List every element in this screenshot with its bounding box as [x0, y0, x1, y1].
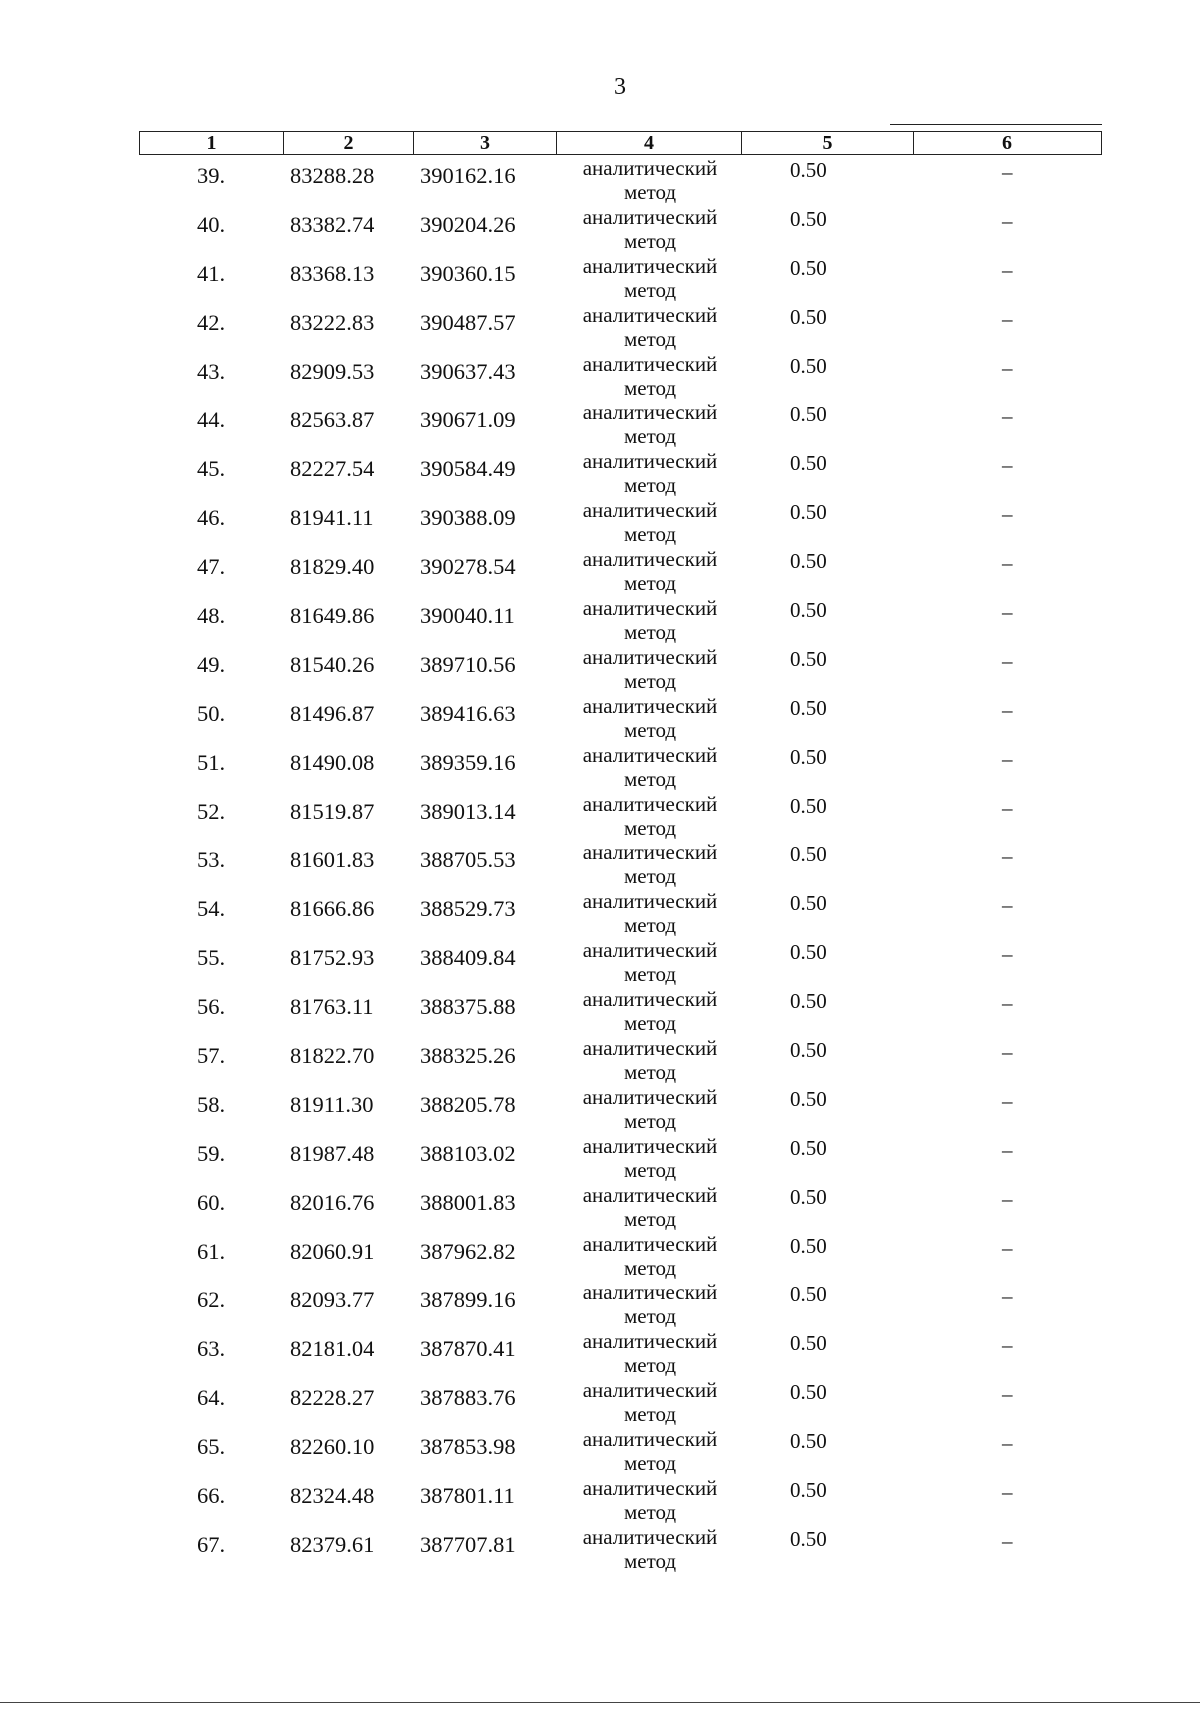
- table-row: [0, 205, 1200, 254]
- note: –: [1002, 1382, 1013, 1407]
- method: аналитический метод: [582, 1182, 718, 1231]
- note: –: [1002, 1480, 1013, 1505]
- accuracy: 0.50: [790, 1478, 827, 1503]
- coord-x: 81941.11: [290, 505, 374, 531]
- coord-x: 83288.28: [290, 163, 375, 188]
- coord-x: 81987.48: [290, 1140, 375, 1166]
- coord-x: 81763.11: [290, 994, 374, 1020]
- table-row: [0, 1525, 1200, 1574]
- row-number: 63.: [196, 1336, 226, 1362]
- coord-x: 82909.53: [290, 358, 375, 384]
- accuracy: 0.50: [790, 842, 827, 867]
- table-row: [0, 1280, 1200, 1329]
- row-number: 50.: [196, 700, 226, 726]
- note: –: [1002, 893, 1013, 918]
- method: аналитический метод: [582, 302, 718, 351]
- note: –: [1002, 404, 1013, 429]
- coord-y: 389416.63: [420, 700, 516, 726]
- table-row: [0, 1427, 1200, 1476]
- coord-y: 388529.73: [420, 896, 516, 922]
- method: аналитический метод: [582, 840, 718, 889]
- coord-y: 390162.16: [420, 163, 516, 188]
- coord-x: 83368.13: [290, 260, 375, 286]
- method: аналитический метод: [582, 644, 718, 693]
- coord-y: 389013.14: [420, 798, 516, 824]
- table-row: [0, 889, 1200, 938]
- accuracy: 0.50: [790, 598, 827, 623]
- accuracy: 0.50: [790, 255, 827, 280]
- note: –: [1002, 1186, 1013, 1211]
- table-row: [0, 254, 1200, 303]
- note: –: [1002, 1333, 1013, 1358]
- row-number: 56.: [196, 994, 226, 1020]
- accuracy: 0.50: [790, 1184, 827, 1209]
- accuracy: 0.50: [790, 940, 827, 965]
- method: аналитический метод: [582, 1280, 718, 1329]
- coord-x: 82016.76: [290, 1189, 375, 1215]
- note: –: [1002, 1040, 1013, 1065]
- coord-x: 81822.70: [290, 1043, 375, 1069]
- coord-y: 387801.11: [420, 1483, 515, 1509]
- table-row: [0, 1183, 1200, 1232]
- method: аналитический метод: [582, 1036, 718, 1085]
- method: аналитический метод: [582, 449, 718, 498]
- note: –: [1002, 306, 1013, 331]
- header-col-2: 2: [284, 132, 414, 154]
- header-col-5: 5: [742, 132, 914, 154]
- coord-x: 82093.77: [290, 1287, 375, 1313]
- row-number: 67.: [196, 1531, 226, 1557]
- method: аналитический метод: [582, 791, 718, 840]
- accuracy: 0.50: [790, 549, 827, 574]
- accuracy: 0.50: [790, 695, 827, 720]
- method: аналитический метод: [582, 1427, 718, 1476]
- note: –: [1002, 795, 1013, 820]
- note: –: [1002, 502, 1013, 527]
- row-number: 41.: [196, 260, 226, 286]
- coord-x: 81829.40: [290, 554, 375, 580]
- table-row: [0, 498, 1200, 547]
- coord-y: 388205.78: [420, 1091, 516, 1117]
- row-number: 45.: [196, 456, 226, 482]
- method: аналитический метод: [582, 351, 718, 400]
- coord-x: 83382.74: [290, 211, 375, 237]
- accuracy: 0.50: [790, 1331, 827, 1356]
- coord-y: 390671.09: [420, 407, 516, 433]
- coord-y: 388325.26: [420, 1043, 516, 1069]
- table-row: [0, 1232, 1200, 1281]
- note: –: [1002, 551, 1013, 576]
- coord-x: 82324.48: [290, 1483, 375, 1509]
- note: –: [1002, 160, 1013, 184]
- row-number: 54.: [196, 896, 226, 922]
- accuracy: 0.50: [790, 1429, 827, 1454]
- coord-y: 388103.02: [420, 1140, 516, 1166]
- method: аналитический метод: [582, 1133, 718, 1182]
- header-top-rule: [890, 124, 1102, 125]
- row-number: 51.: [196, 749, 226, 775]
- table-row: [0, 645, 1200, 694]
- row-number: 55.: [196, 945, 226, 971]
- table-row: [0, 596, 1200, 645]
- table-body: [0, 156, 1200, 1574]
- row-number: 65.: [196, 1434, 226, 1460]
- coord-y: 390584.49: [420, 456, 516, 482]
- note: –: [1002, 746, 1013, 771]
- coord-y: 387899.16: [420, 1287, 516, 1313]
- method: аналитический метод: [582, 1378, 718, 1427]
- method: аналитический метод: [582, 742, 718, 791]
- accuracy: 0.50: [790, 402, 827, 427]
- coord-y: 387962.82: [420, 1238, 516, 1264]
- table-header: [139, 131, 1102, 155]
- method: аналитический метод: [582, 253, 718, 302]
- page-number: 3: [614, 74, 626, 100]
- coord-y: 390388.09: [420, 505, 516, 531]
- row-number: 52.: [196, 798, 226, 824]
- coord-y: 390040.11: [420, 603, 515, 629]
- accuracy: 0.50: [790, 793, 827, 818]
- row-number: 40.: [196, 211, 226, 237]
- table-row: [0, 156, 1200, 205]
- accuracy: 0.50: [790, 158, 827, 182]
- coord-y: 390204.26: [420, 211, 516, 237]
- accuracy: 0.50: [790, 989, 827, 1014]
- accuracy: 0.50: [790, 451, 827, 476]
- coord-y: 387883.76: [420, 1385, 516, 1411]
- table-row: [0, 694, 1200, 743]
- row-number: 47.: [196, 554, 226, 580]
- note: –: [1002, 648, 1013, 673]
- coord-x: 82227.54: [290, 456, 375, 482]
- method: аналитический метод: [582, 547, 718, 596]
- accuracy: 0.50: [790, 353, 827, 378]
- coord-x: 82228.27: [290, 1385, 375, 1411]
- coord-y: 388409.84: [420, 945, 516, 971]
- coord-x: 82181.04: [290, 1336, 375, 1362]
- coord-y: 390637.43: [420, 358, 516, 384]
- accuracy: 0.50: [790, 1086, 827, 1111]
- coord-x: 81911.30: [290, 1091, 374, 1117]
- note: –: [1002, 453, 1013, 478]
- header-col-6: 6: [1002, 132, 1012, 154]
- table-row: [0, 792, 1200, 841]
- coord-y: 387870.41: [420, 1336, 516, 1362]
- method: аналитический метод: [582, 1524, 718, 1573]
- table-row: [0, 938, 1200, 987]
- table-row: [0, 449, 1200, 498]
- note: –: [1002, 1137, 1013, 1162]
- accuracy: 0.50: [790, 744, 827, 769]
- table-row: [0, 987, 1200, 1036]
- table-row: [0, 352, 1200, 401]
- row-number: 43.: [196, 358, 226, 384]
- accuracy: 0.50: [790, 500, 827, 525]
- coord-x: 82563.87: [290, 407, 375, 433]
- row-number: 60.: [196, 1189, 226, 1215]
- method: аналитический метод: [582, 1476, 718, 1525]
- accuracy: 0.50: [790, 1380, 827, 1405]
- table-row: [0, 840, 1200, 889]
- row-number: 58.: [196, 1091, 226, 1117]
- row-number: 57.: [196, 1043, 226, 1069]
- coord-x: 81752.93: [290, 945, 375, 971]
- coord-x: 81519.87: [290, 798, 375, 824]
- coord-y: 388001.83: [420, 1189, 516, 1215]
- coord-y: 389359.16: [420, 749, 516, 775]
- coord-x: 83222.83: [290, 309, 375, 335]
- table-row: [0, 547, 1200, 596]
- coord-y: 390278.54: [420, 554, 516, 580]
- table-row: [0, 1329, 1200, 1378]
- note: –: [1002, 1088, 1013, 1113]
- method: аналитический метод: [582, 1231, 718, 1280]
- accuracy: 0.50: [790, 206, 827, 231]
- table-row: [0, 1476, 1200, 1525]
- note: –: [1002, 208, 1013, 233]
- coord-x: 81496.87: [290, 700, 375, 726]
- accuracy: 0.50: [790, 1526, 827, 1551]
- method: аналитический метод: [582, 889, 718, 938]
- table-row: [0, 400, 1200, 449]
- accuracy: 0.50: [790, 1135, 827, 1160]
- row-number: 61.: [196, 1238, 226, 1264]
- row-number: 66.: [196, 1483, 226, 1509]
- method: аналитический метод: [582, 596, 718, 645]
- table-row: [0, 303, 1200, 352]
- note: –: [1002, 1235, 1013, 1260]
- note: –: [1002, 697, 1013, 722]
- accuracy: 0.50: [790, 304, 827, 329]
- method: аналитический метод: [582, 204, 718, 253]
- row-number: 62.: [196, 1287, 226, 1313]
- coord-y: 390487.57: [420, 309, 516, 335]
- coord-x: 82379.61: [290, 1531, 375, 1557]
- table-row: [0, 1378, 1200, 1427]
- coord-x: 81666.86: [290, 896, 375, 922]
- method: аналитический метод: [582, 498, 718, 547]
- accuracy: 0.50: [790, 1233, 827, 1258]
- coord-y: 389710.56: [420, 651, 516, 677]
- coord-y: 388375.88: [420, 994, 516, 1020]
- header-col-3: 3: [414, 132, 557, 154]
- note: –: [1002, 844, 1013, 869]
- coord-x: 81601.83: [290, 847, 375, 873]
- accuracy: 0.50: [790, 1038, 827, 1063]
- method: аналитический метод: [582, 938, 718, 987]
- accuracy: 0.50: [790, 891, 827, 916]
- table-row: [0, 743, 1200, 792]
- row-number: 48.: [196, 603, 226, 629]
- header-col-1: 1: [140, 132, 284, 154]
- note: –: [1002, 991, 1013, 1016]
- page-bottom-rule: [0, 1702, 1200, 1703]
- coord-x: 81540.26: [290, 651, 375, 677]
- row-number: 42.: [196, 309, 226, 335]
- note: –: [1002, 942, 1013, 967]
- row-number: 39.: [196, 163, 226, 188]
- method: аналитический метод: [582, 987, 718, 1036]
- coord-y: 388705.53: [420, 847, 516, 873]
- table-row: [0, 1085, 1200, 1134]
- coord-x: 82060.91: [290, 1238, 375, 1264]
- row-number: 49.: [196, 651, 226, 677]
- row-number: 64.: [196, 1385, 226, 1411]
- row-number: 44.: [196, 407, 226, 433]
- method: аналитический метод: [582, 1084, 718, 1133]
- method: аналитический метод: [582, 156, 718, 204]
- note: –: [1002, 355, 1013, 380]
- accuracy: 0.50: [790, 646, 827, 671]
- method: аналитический метод: [582, 693, 718, 742]
- accuracy: 0.50: [790, 1282, 827, 1307]
- coord-y: 390360.15: [420, 260, 516, 286]
- note: –: [1002, 1528, 1013, 1553]
- row-number: 59.: [196, 1140, 226, 1166]
- coord-x: 81490.08: [290, 749, 375, 775]
- method: аналитический метод: [582, 400, 718, 449]
- coord-x: 82260.10: [290, 1434, 375, 1460]
- table-row: [0, 1036, 1200, 1085]
- coord-y: 387707.81: [420, 1531, 516, 1557]
- row-number: 46.: [196, 505, 226, 531]
- note: –: [1002, 600, 1013, 625]
- coord-x: 81649.86: [290, 603, 375, 629]
- coord-y: 387853.98: [420, 1434, 516, 1460]
- note: –: [1002, 257, 1013, 282]
- method: аналитический метод: [582, 1329, 718, 1378]
- note: –: [1002, 1431, 1013, 1456]
- row-number: 53.: [196, 847, 226, 873]
- table-row: [0, 1134, 1200, 1183]
- note: –: [1002, 1284, 1013, 1309]
- header-col-4: 4: [557, 132, 742, 154]
